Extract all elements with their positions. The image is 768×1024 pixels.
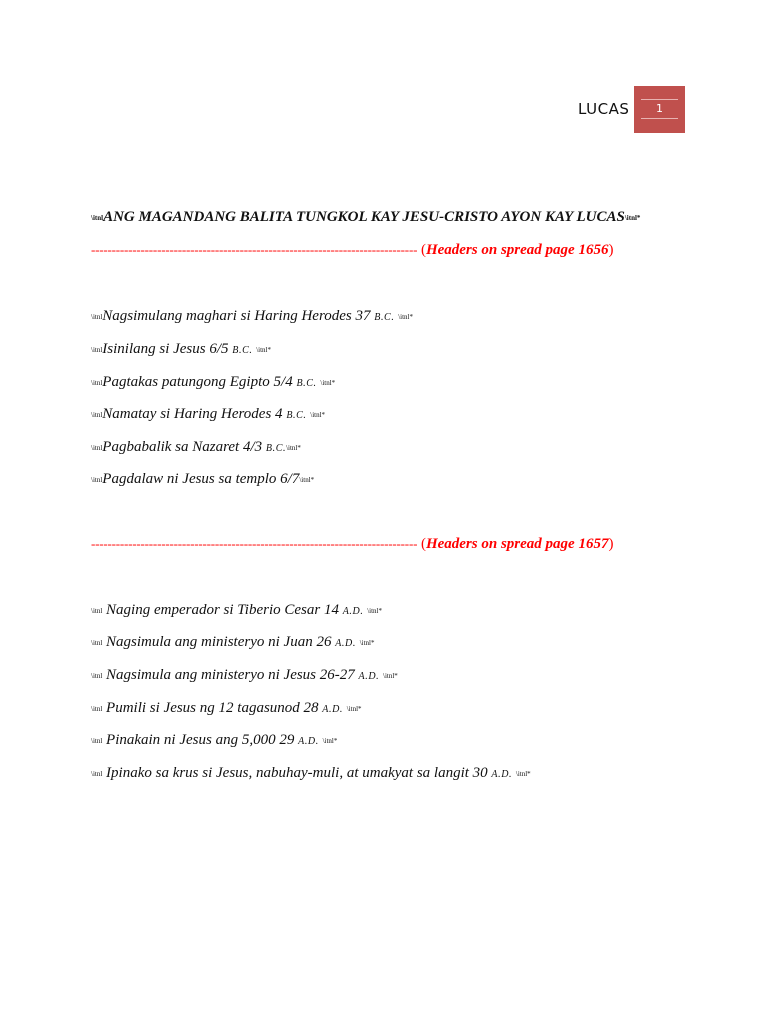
document-title <box>91 208 640 227</box>
header-entry <box>91 666 398 686</box>
separator-1657 <box>91 535 613 553</box>
title-text: ANG MAGANDANG BALITA TUNGKOL KAY JESU-CRISTO AYON KAY LUCAS <box>103 209 625 225</box>
header-entry <box>91 470 314 489</box>
header-entry <box>91 601 382 621</box>
era-label: A.D. <box>491 769 513 780</box>
entry-text: Naging emperador si Tiberio Cesar 14 <box>106 602 339 618</box>
header-entry <box>91 731 337 751</box>
header-entry <box>91 764 531 784</box>
close-marker: \itnl* <box>320 379 336 387</box>
close-marker: \itnl* <box>256 346 271 354</box>
open-marker: \itnl <box>91 379 103 387</box>
separator-dashes: ------------------------------------------------------------------------------- <box>91 536 418 551</box>
page-number: 1 <box>641 99 678 119</box>
era-label: B.C. <box>232 345 253 356</box>
separator-1656 <box>91 241 613 259</box>
entry-text: Namatay si Haring Herodes 4 <box>102 406 283 422</box>
separator-label: Headers on spread page 1656 <box>425 242 609 258</box>
open-marker: \itnl <box>91 214 104 222</box>
open-marker: \itnl <box>91 313 103 321</box>
close-marker: \itnl* <box>359 639 375 647</box>
separator-label: Headers on spread page 1657 <box>425 536 609 552</box>
close-marker: \itnl* <box>346 705 362 713</box>
header-entry <box>91 699 362 719</box>
open-marker: \itnl <box>91 607 103 615</box>
running-header-title: LUCAS <box>578 100 630 118</box>
era-label: A.D. <box>322 704 344 715</box>
close-marker: \itnl* <box>310 411 326 419</box>
era-label: B.C. <box>296 378 317 389</box>
open-marker: \itnl <box>91 770 103 778</box>
separator-open-paren: ( <box>417 242 426 258</box>
open-marker: \itnl <box>91 705 103 713</box>
entry-text: Pumili si Jesus ng 12 tagasunod 28 <box>106 700 319 716</box>
entry-text: Pagtakas patungong Egipto 5/4 <box>102 374 293 390</box>
era-label: A.D. <box>335 638 356 649</box>
separator-close-paren: ) <box>608 242 614 258</box>
entry-text: Nagsimula ang ministeryo ni Jesus 26-27 <box>106 667 355 683</box>
close-marker: \itnl* <box>515 770 531 778</box>
era-label: A.D. <box>342 606 364 617</box>
close-marker: \itnl* <box>299 476 315 484</box>
close-marker: \itnl* <box>367 607 382 615</box>
entry-text: Pinakain ni Jesus ang 5,000 29 <box>106 732 295 748</box>
open-marker: \itnl <box>91 476 103 484</box>
open-marker: \itnl <box>91 737 103 745</box>
era-label: B.C. <box>265 443 287 454</box>
open-marker: \itnl <box>91 672 103 680</box>
page-number-badge <box>634 86 685 133</box>
open-marker: \itnl <box>91 444 103 452</box>
entry-text: Ipinako sa krus si Jesus, nabuhay-muli, at umakyat sa langit 30 <box>106 765 488 781</box>
close-marker: \itnl* <box>322 737 338 745</box>
header-entry <box>91 405 325 425</box>
close-marker: \itnl* <box>286 444 301 452</box>
entry-text: Nagsimula ang ministeryo ni Juan 26 <box>106 634 332 650</box>
header-entry <box>91 633 374 653</box>
separator-open-paren: ( <box>417 536 426 552</box>
era-label: A.D. <box>298 736 319 747</box>
entry-text: Pagdalaw ni Jesus sa templo 6/7 <box>102 471 300 487</box>
era-label: B.C. <box>374 312 395 323</box>
header-entry <box>91 307 413 327</box>
separator-close-paren: ) <box>608 536 614 552</box>
entry-text: Pagbabalik sa Nazaret 4/3 <box>102 439 263 455</box>
entry-text: Nagsimulang maghari si Haring Herodes 37 <box>102 308 371 324</box>
header-entry <box>91 373 335 393</box>
close-marker: \itnl* <box>398 313 413 321</box>
separator-dashes: ------------------------------------------------------------------------------- <box>91 242 418 257</box>
era-label: B.C. <box>286 410 307 421</box>
entry-text: Isinilang si Jesus 6/5 <box>102 341 229 357</box>
era-label: A.D. <box>358 671 380 682</box>
header-entry <box>91 438 301 458</box>
close-marker: \itnl* <box>383 672 398 680</box>
open-marker: \itnl <box>91 639 103 647</box>
open-marker: \itnl <box>91 411 103 419</box>
open-marker: \itnl <box>91 346 103 354</box>
header-entry <box>91 340 271 360</box>
close-marker: \itnl* <box>624 214 641 222</box>
